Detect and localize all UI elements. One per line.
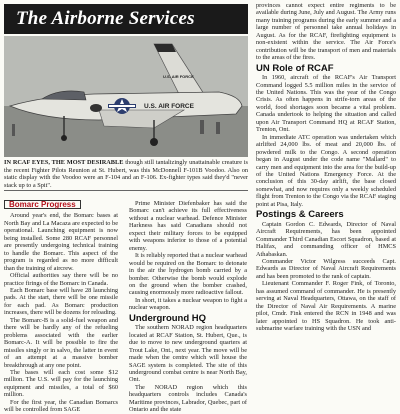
- postings-heading: Postings & Careers: [256, 209, 344, 221]
- un-role-heading: UN Role of RCAF: [256, 62, 334, 74]
- article-column-2: [129, 200, 247, 414]
- paragraph: Around year's end, the Bomarc bases at North Bay and La Macaza are expected to be operational. Launching equipment is now being installed. Some 280 RCAF personnel are presently undergoing technical training to handle the Bomarc. This aspect of the program is regarded as no more difficult than the training of aircrew.: [4, 212, 118, 272]
- underground-hq-heading: Underground HQ: [129, 312, 207, 324]
- paragraph: In 1960, aircraft of the RCAF's Air Transport Command logged 5.5 million miles in the service of the United Nations. This was the year of the Congo Crisis. As often happens in strife-torn areas of the world, food shortages soon became a vital problem. Canada undertook to helping the situation and called upon Air Transport Command HQ at RCAF Station, Trenton, Ont.: [256, 74, 396, 134]
- paragraph: Lieutenant Commander F. Roger Fink, of Toronto, has assumed command of commander. He is presently serving at Naval Headquarters, Ottawa, on the staff of the Director of Naval Air Requirements. A marine pilot, Cmdr. Fink entered the RCN in 1948 and was later appointed to HS Squadron. He took anti-submarine warfare training with the USN and: [256, 280, 396, 333]
- paragraph: Official authorities say there will be no practice firings of the Bomarc in Canada.: [4, 272, 118, 287]
- paragraph: For the first year, the Canadian Bomarcs will be controlled from SAGE: [4, 398, 118, 414]
- paragraph: The southern NORAD region headquarters located at RCAF Station, St. Hubert, Que., is due to move to new underground quarters at Trout Lake, Ont., next year. The move will be made when the centre which will house the SAGE system is completed. The site of this underground combat centre is near North Bay, Ont.: [129, 324, 247, 384]
- section-header: [4, 4, 248, 34]
- photo-caption: [4, 159, 248, 189]
- section-title: The Airborne Services: [16, 8, 195, 29]
- paragraph: The Bomarc-B is a solid-fuel weapon and there will be hardly any of the refueling problems associated with the earlier Bomarc-A. It will be possible to fire the missiles singly or in salvo, the latter in event of an attempt at a massive bomber breakthrough at any one point.: [4, 316, 118, 369]
- caption-lead: IN RCAF EYES, THE MOST DESIRABLE: [4, 159, 124, 166]
- paragraph: In immediate ATC operation was undertaken which airlifted 24,000 lbs. of meat and 20,000 lbs. of powdered milk to the Congo. A second operation began in August under the code name "Mallard" to carry men and equipment into the area for the build-up of the United Nations Emergency Force. At the conclusion of this 30-day airlift, the base closed somewhat, and now requires only a weekly scheduled flight from Trenton to the Congo via the RCAF staging point at Pisa, Italy.: [256, 133, 396, 208]
- article-column-3: [256, 2, 396, 332]
- paragraph: The bases will each cost some $12 million. The U.S. will pay for the launching equipment and missiles, a total of $60 million.: [4, 368, 118, 399]
- tail-lettering: U.S. AIR FORCE: [163, 74, 194, 79]
- caption-body: though still tantalizingly unattainable creature is the recent Fighter Pilots Reunion at St. Hubert, was this McDonnell F-101B Voodoo. Also on static display with the Voodoo were an F-104 and an F-106. Ex-fighter types said they'd "never stack up to a Spit".: [4, 159, 249, 189]
- paragraph: Captain Gordon C. Edwards, Director of Naval Aircraft Requirements, has been appointed Commander Third Canadian Escort Squadron, based at Halifax, and commanding officer of HMCS Athabaskan.: [256, 220, 396, 258]
- paragraph: Prime Minister Diefenbaker has said the Bomarc can't achieve its full effectiveness without a nuclear warhead. Defence Minister Harkness has said Canadians should not expect their military forces to be equipped with weapons inferior to those of a potential enemy.: [129, 200, 247, 252]
- divider: [4, 190, 248, 191]
- aircraft-photo: [4, 36, 248, 157]
- paragraph: In short, it takes a nuclear weapon to fight a nuclear weapon.: [129, 296, 247, 312]
- fuselage-lettering: U.S. AIR FORCE: [144, 103, 194, 110]
- paragraph: provinces cannot expect entire regiments to be available during June, July and August. The Army runs many training programs during the early summer and a large number of personnel take annual holidays in August. As for the RCAF, firefighting equipment is non-existent within the service. The Air Force's contribution will be the transport of men and materials to the areas of the fires.: [256, 2, 396, 62]
- paragraph: It is reliably reported that a nuclear warhead would be required on the Bomarc to detonate in the air the hydrogen bomb carried by a bomber. Otherwise the bomb would explode on the ground when the bomber crashed, causing enormously more radioactive fallout.: [129, 252, 247, 297]
- voodoo-jet-illustration: [4, 36, 248, 157]
- paragraph: The NORAD region which this headquarters controls includes Canada's Maritime provinces, Labrador, Quebec, part of Ontario and the state: [129, 383, 247, 414]
- paragraph: Each Bomarc base will have 28 launching pads. At the start, there will be one missile for each pad. As Bomarc production increases, there will be dozens for reloading.: [4, 286, 118, 317]
- bomarc-heading: Bomarc Progress: [4, 200, 81, 209]
- article-column-1: [4, 200, 118, 414]
- paragraph: Commander Victor Wilgress succeeds Capt. Edwards as Director of Naval Aircraft Requirements and has been promoted to the rank of captain.: [256, 257, 396, 280]
